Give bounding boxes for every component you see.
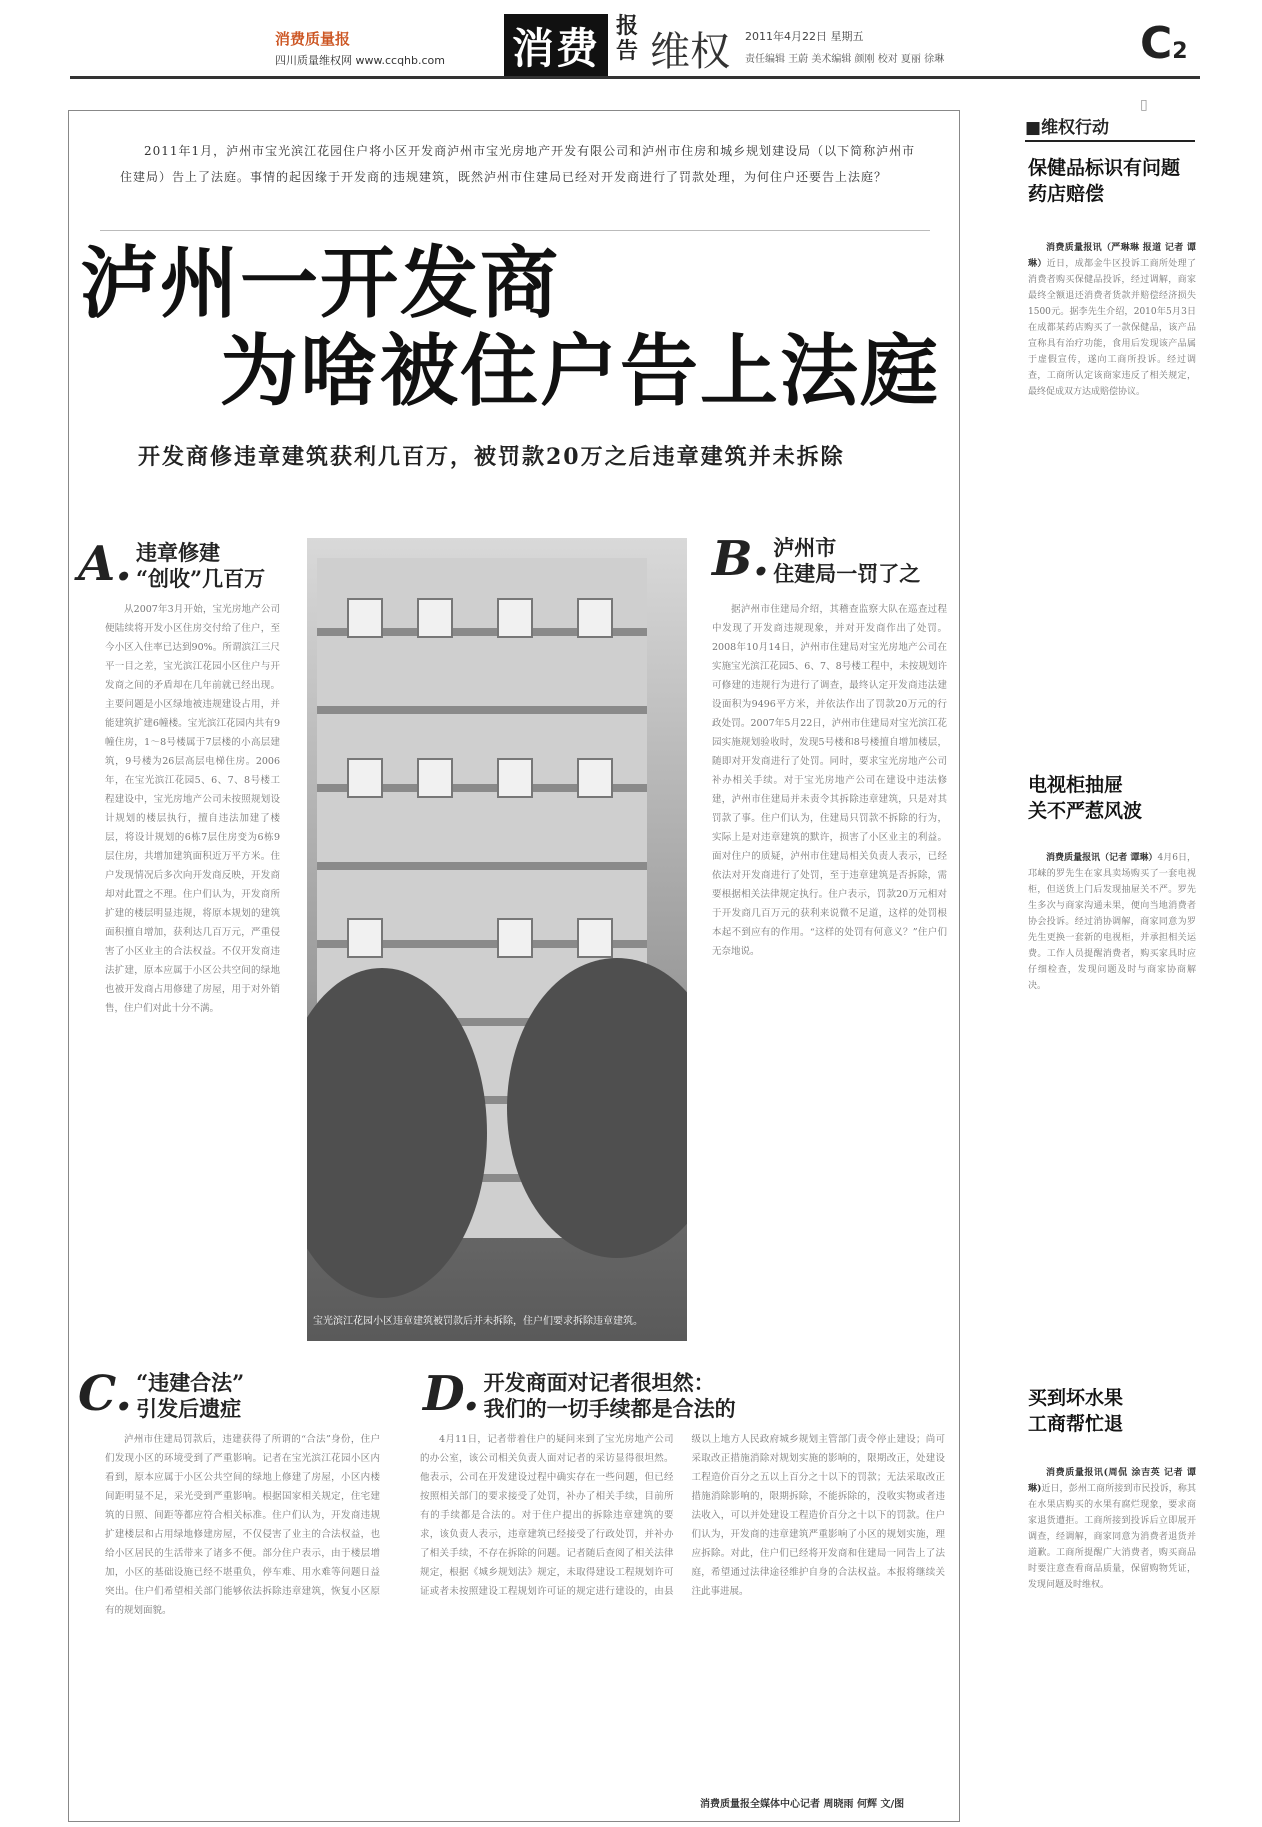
section-b-heading	[712, 531, 952, 587]
section-c-title-2: 引发后遗症	[136, 1396, 242, 1421]
section-a-heading	[78, 536, 293, 592]
section-b-letter: B.	[712, 531, 770, 587]
section-report-label: 报告	[616, 13, 639, 64]
page-corner-icon: ▯	[1140, 97, 1148, 113]
building-photo	[307, 538, 687, 1341]
editor-credits: 责任编辑 王蔚 美术编辑 颜刚 校对 夏丽 徐琳	[745, 54, 945, 65]
article-intro: 2011年1月，泸州市宝光滨江花园住户将小区开发商泸州市宝光房地产开发有限公司和泸州市住房和城乡规划建设局（以下简称泸州市住建局）告上了法庭。事情的起因缘于开发商的违规建筑，既然泸州市住建局已经对开发商进行了罚款处理，为何住户还要告上法庭？	[120, 144, 916, 184]
section-c-heading	[78, 1366, 338, 1422]
masthead-rule	[70, 76, 1200, 79]
section-c-title-1: “违建合法”	[136, 1370, 245, 1395]
section-a-letter: A.	[78, 536, 132, 592]
section-b-title-1: 泸州市	[773, 535, 837, 560]
sidebar-section-tag: ■维权行动	[1025, 118, 1110, 138]
sidebar-story-3-title: 买到坏水果 工商帮忙退	[1028, 1387, 1124, 1435]
section-a-title-1: 违章修建	[135, 540, 220, 565]
dateline: 2011年4月22日 星期五	[745, 30, 864, 43]
article-byline: 消费质量报全媒体中心记者 周晓雨 何辉 文/图	[700, 1799, 905, 1810]
section-d-body: 4月11日，记者带着住户的疑问来到了宝光房地产公司的办公室，该公司相关负责人面对记者的采访显得很坦然。他表示，公司在开发建设过程中确实存在一些问题，但已经按照相关部门的要求接受了处罚，补办了相关手续，目前所有的手续都是合法的。对于住户提出的拆除违章建筑的要求，该负责人表示，违章建筑已经接受了行政处罚，并补办了相关手续，不存在拆除的问题。记者随后查阅了相关法律规定，根据《城乡规划法》规定，未取得建设工程规划许可证或者未按照建设工程规划许可证的规定进行建设的，由县级以上地方人民政府城乡规划主管部门责令停止建设；尚可采取改正措施消除对规划实施的影响的，限期改正，处建设工程造价百分之五以上百分之十以下的罚款；无法采取改正措施消除影响的，限期拆除，不能拆除的，没收实物或者违法收入，可以并处建设工程造价百分之十以下的罚款。住户们认为，开发商的违章建筑严重影响了小区的规划实施，理应拆除。对此，住户们已经将开发商和住建局一同告上了法庭，希望通过法律途径维护自身的合法权益。本报将继续关注此事进展。	[420, 1434, 945, 1597]
masthead	[70, 10, 1200, 113]
section-d-title-2: 我们的一切手续都是合法的	[483, 1396, 736, 1421]
subheadline: 开发商修违章建筑获利几百万，被罚款20万之后违章建筑并未拆除	[138, 444, 845, 470]
headline	[80, 240, 950, 416]
sidebar-story-2-title: 电视柜抽屉 关不严惹风波	[1028, 774, 1143, 822]
section-b-title-2: 住建局一罚了之	[773, 561, 921, 586]
sidebar-tag-rule	[1025, 140, 1195, 142]
section-d-title-1: 开发商面对记者很坦然：	[483, 1370, 715, 1395]
section-a-body: 从2007年3月开始，宝光房地产公司便陆续将开发小区住房交付给了住户，至今小区入住率已达到90%。所谓滨江三尺平一目之差，宝光滨江花园小区住户与开发商之间的矛盾却在几年前就已经出现。主要问题是小区绿地被违规建设占用，并能建筑扩建6幢楼。宝光滨江花园内共有9幢住房，1～8号楼属于7层楼的小高层建筑，9号楼为26层高层电梯住房。2006年，在宝光滨江花园5、6、7、8号楼工程建设中，宝光房地产公司未按照规划设计规划的楼层执行，擅自违法加建了楼层，将设计规划的6栋7层住房变为6栋9层住房，共增加建筑面积近万平方米。住户发现情况后多次向开发商反映，开发商却对此置之不理。住户们认为，开发商所扩建的楼层明显违规，将原本规划的建筑面积擅自增加，获利达几百万元，严重侵害了小区业主的合法权益。不仅开发商违法扩建，原本应属于小区公共空间的绿地也被开发商占用修建了房屋，用于对外销售，住户们对此十分不满。	[105, 604, 280, 1014]
section-c-body: 泸州市住建局罚款后，违建获得了所谓的“合法”身份，住户们发现小区的环境受到了严重影响。记者在宝光滨江花园小区内看到，原本应属于小区公共空间的绿地上修建了房屋，小区内楼间距明显不足，采光受到严重影响。根据国家相关规定，住宅建筑的日照、间距等都应符合相关标准。住户们认为，开发商违规扩建楼层和占用绿地修建房屋，不仅侵害了业主的合法权益，也给小区居民的生活带来了诸多不便。部分住户表示，由于楼层增加，小区的基础设施已经不堪重负，停车难、用水难等问题日益突出。住户们希望相关部门能够依法拆除违章建筑，恢复小区原有的规划面貌。	[105, 1434, 380, 1616]
section-c-letter: C.	[78, 1366, 133, 1422]
intro-divider	[100, 230, 930, 231]
photo-caption: 宝光滨江花园小区违章建筑被罚款后并未拆除，住户们要求拆除违章建筑。	[313, 1316, 643, 1327]
sidebar-story-3-body: 消费质量报讯(周侃 涂吉英 记者 谭琳)近日，彭州工商所接到市民投诉，称其在水果店购买的水果有腐烂现象，要求商家退货遭拒。工商所接到投诉后立即展开调查，经调解，商家同意为消费者退货并道歉。工商所提醒广大消费者，购买商品时要注意查看商品质量，保留购物凭证，发现问题及时维权。	[1028, 1468, 1196, 1590]
sidebar-story-1-title: 保健品标识有问题 药店赔偿	[1028, 157, 1181, 205]
page-number: C2 ▯	[1140, 18, 1188, 113]
headline-line-2: 为啥被住户告上法庭	[220, 327, 941, 417]
section-subtitle: 维权	[650, 29, 730, 75]
sidebar-story-2-body: 消费质量报讯（记者 谭琳）4月6日，邛崃的罗先生在家具卖场购买了一套电视柜，但送货上门后发现抽屉关不严。罗先生多次与商家沟通未果，便向当地消费者协会投诉。经过消协调解，商家同意为罗先生更换一套新的电视柜，并承担相关运费。工作人员提醒消费者，购买家具时应仔细检查，发现问题及时与商家协商解决。	[1028, 853, 1196, 991]
sidebar-story-1-body: 消费质量报讯（严琳琳 报道 记者 谭琳）近日，成都金牛区投诉工商所处理了消费者购买保健品投诉，经过调解，商家最终全额退还消费者货款并赔偿经济损失1500元。据李先生介绍，2010年5月3日在成都某药店购买了一款保健品，该产品宣称具有治疗功能，食用后发现该产品属于虚假宣传，遂向工商所投诉。经过调查，工商所认定该商家违反了相关规定，最终促成双方达成赔偿协议。	[1028, 243, 1196, 397]
section-title: 消费	[504, 14, 608, 78]
newspaper-logo: 消费质量报	[275, 30, 351, 48]
headline-line-1: 泸州一开发商	[80, 239, 561, 329]
newspaper-website: 四川质量维权网 www.ccqhb.com	[275, 54, 445, 67]
section-b-body: 据泸州市住建局介绍，其稽查监察大队在巡查过程中发现了开发商违规现象，并对开发商作出了处罚。2008年10月14日，泸州市住建局对宝光房地产公司在实施宝光滨江花园5、6、7、8号楼工程中，未按规划许可修建的违规行为进行了调查，最终认定开发商违法建设面积为9496平方米，并依法作出了罚款20万元的行政处罚。2007年5月22日，泸州市住建局对宝光滨江花园实施规划验收时，发现5号楼和8号楼擅自增加楼层，随即对开发商进行了处罚。同时，要求宝光房地产公司补办相关手续。对于宝光房地产公司在建设中违法修建，泸州市住建局并未责令其拆除违章建筑，只是对其罚款了事。住户们认为，住建局只罚款不拆除的行为，实际上是对违章建筑的默许，损害了小区业主的利益。面对住户的质疑，泸州市住建局相关负责人表示，已经依法对开发商进行了处罚，至于违章建筑是否拆除，需要根据相关法律规定执行。住户表示，罚款20万元相对于开发商几百万元的获利来说微不足道，这样的处罚根本起不到应有的作用。“这样的处罚有何意义？”住户们无奈地说。	[712, 604, 947, 957]
section-a-title-2: “创收”几百万	[135, 566, 266, 591]
section-d-letter: D.	[423, 1366, 480, 1422]
section-d-heading	[423, 1366, 823, 1422]
